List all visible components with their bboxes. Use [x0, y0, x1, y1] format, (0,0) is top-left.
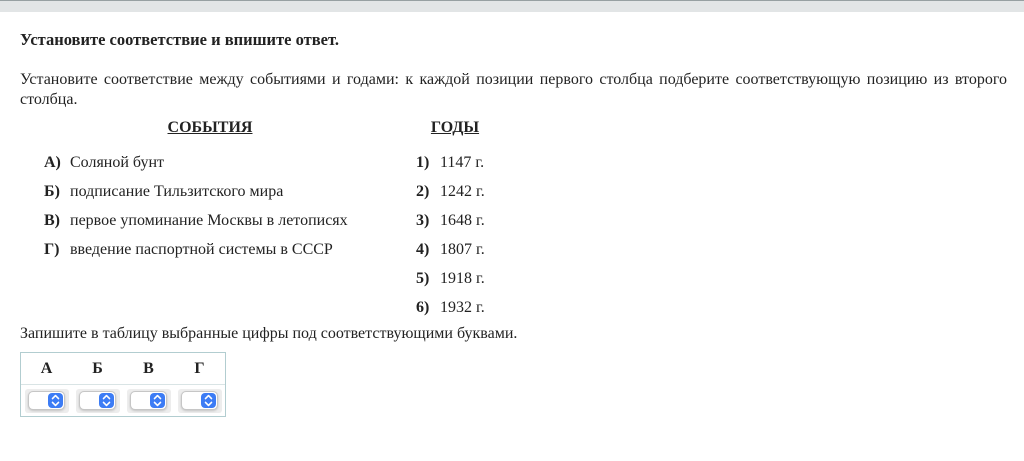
answer-select-g[interactable] [178, 389, 222, 413]
year-text: 1147 г. [440, 153, 485, 171]
year-row-1 [415, 148, 555, 177]
year-label: 2) [416, 182, 430, 200]
year-row-6 [415, 293, 555, 322]
year-text: 1648 г. [440, 211, 485, 229]
year-text: 1242 г. [440, 182, 485, 200]
years-header: ГОДЫ [430, 119, 480, 136]
note-text: Запишите в таблицу выбранные цифры под соответствующими буквами. [20, 325, 518, 342]
answer-cell-g [174, 385, 225, 416]
event-row-g [20, 235, 400, 264]
events-column [20, 119, 400, 322]
year-text: 1932 г. [440, 298, 485, 316]
event-text: первое упоминание Москвы в летописях [70, 211, 348, 229]
answer-header-b: Б [92, 360, 103, 377]
answer-header-v: В [143, 360, 154, 377]
events-list [20, 148, 400, 264]
up-down-stepper-icon [150, 393, 165, 408]
year-row-4 [415, 235, 555, 264]
year-row-2 [415, 177, 555, 206]
up-down-stepper-icon [201, 393, 216, 408]
select-pill [79, 391, 116, 410]
year-text: 1807 г. [440, 240, 485, 258]
answer-cell-v [123, 385, 174, 416]
answer-cell-a [21, 385, 72, 416]
answer-header-g: Г [194, 360, 205, 377]
event-row-a [20, 148, 400, 177]
year-label: 5) [416, 269, 430, 287]
event-row-v [20, 206, 400, 235]
event-row-b [20, 177, 400, 206]
answer-cell-b [72, 385, 123, 416]
event-text: Соляной бунт [70, 153, 165, 171]
select-pill [181, 391, 218, 410]
up-down-stepper-icon [48, 393, 63, 408]
answer-select-b[interactable] [76, 389, 120, 413]
matching-columns [20, 119, 1007, 322]
year-row-5 [415, 264, 555, 293]
event-label: А) [44, 153, 61, 171]
year-label: 4) [416, 240, 430, 258]
year-text: 1918 г. [440, 269, 485, 287]
select-pill [130, 391, 167, 410]
page-title: Установите соответствие и впишите ответ. [20, 30, 339, 49]
event-label: Б) [44, 182, 60, 200]
answer-table-body [21, 384, 225, 416]
answer-header-a: А [40, 360, 53, 377]
event-label: Г) [44, 240, 60, 258]
year-label: 6) [416, 298, 430, 316]
years-list [415, 148, 555, 322]
answer-table-header [21, 353, 225, 384]
year-row-3 [415, 206, 555, 235]
page-top-band [0, 0, 1024, 12]
select-pill [28, 391, 65, 410]
year-label: 1) [416, 153, 430, 171]
event-label: В) [44, 211, 60, 229]
years-column [415, 119, 555, 322]
up-down-stepper-icon [99, 393, 114, 408]
instruction-text: Установите соответствие между событиями и годами: к каждой позиции первого столбца подберите соответствующую позицию из второго столбца. [20, 71, 1007, 108]
event-text: подписание Тильзитского мира [70, 182, 284, 200]
answer-select-a[interactable] [25, 389, 69, 413]
year-label: 3) [416, 211, 430, 229]
event-text: введение паспортной системы в СССР [70, 240, 333, 258]
answer-select-v[interactable] [127, 389, 171, 413]
content-area [0, 12, 1024, 417]
events-header: СОБЫТИЯ [167, 119, 253, 136]
answer-table [20, 352, 226, 417]
